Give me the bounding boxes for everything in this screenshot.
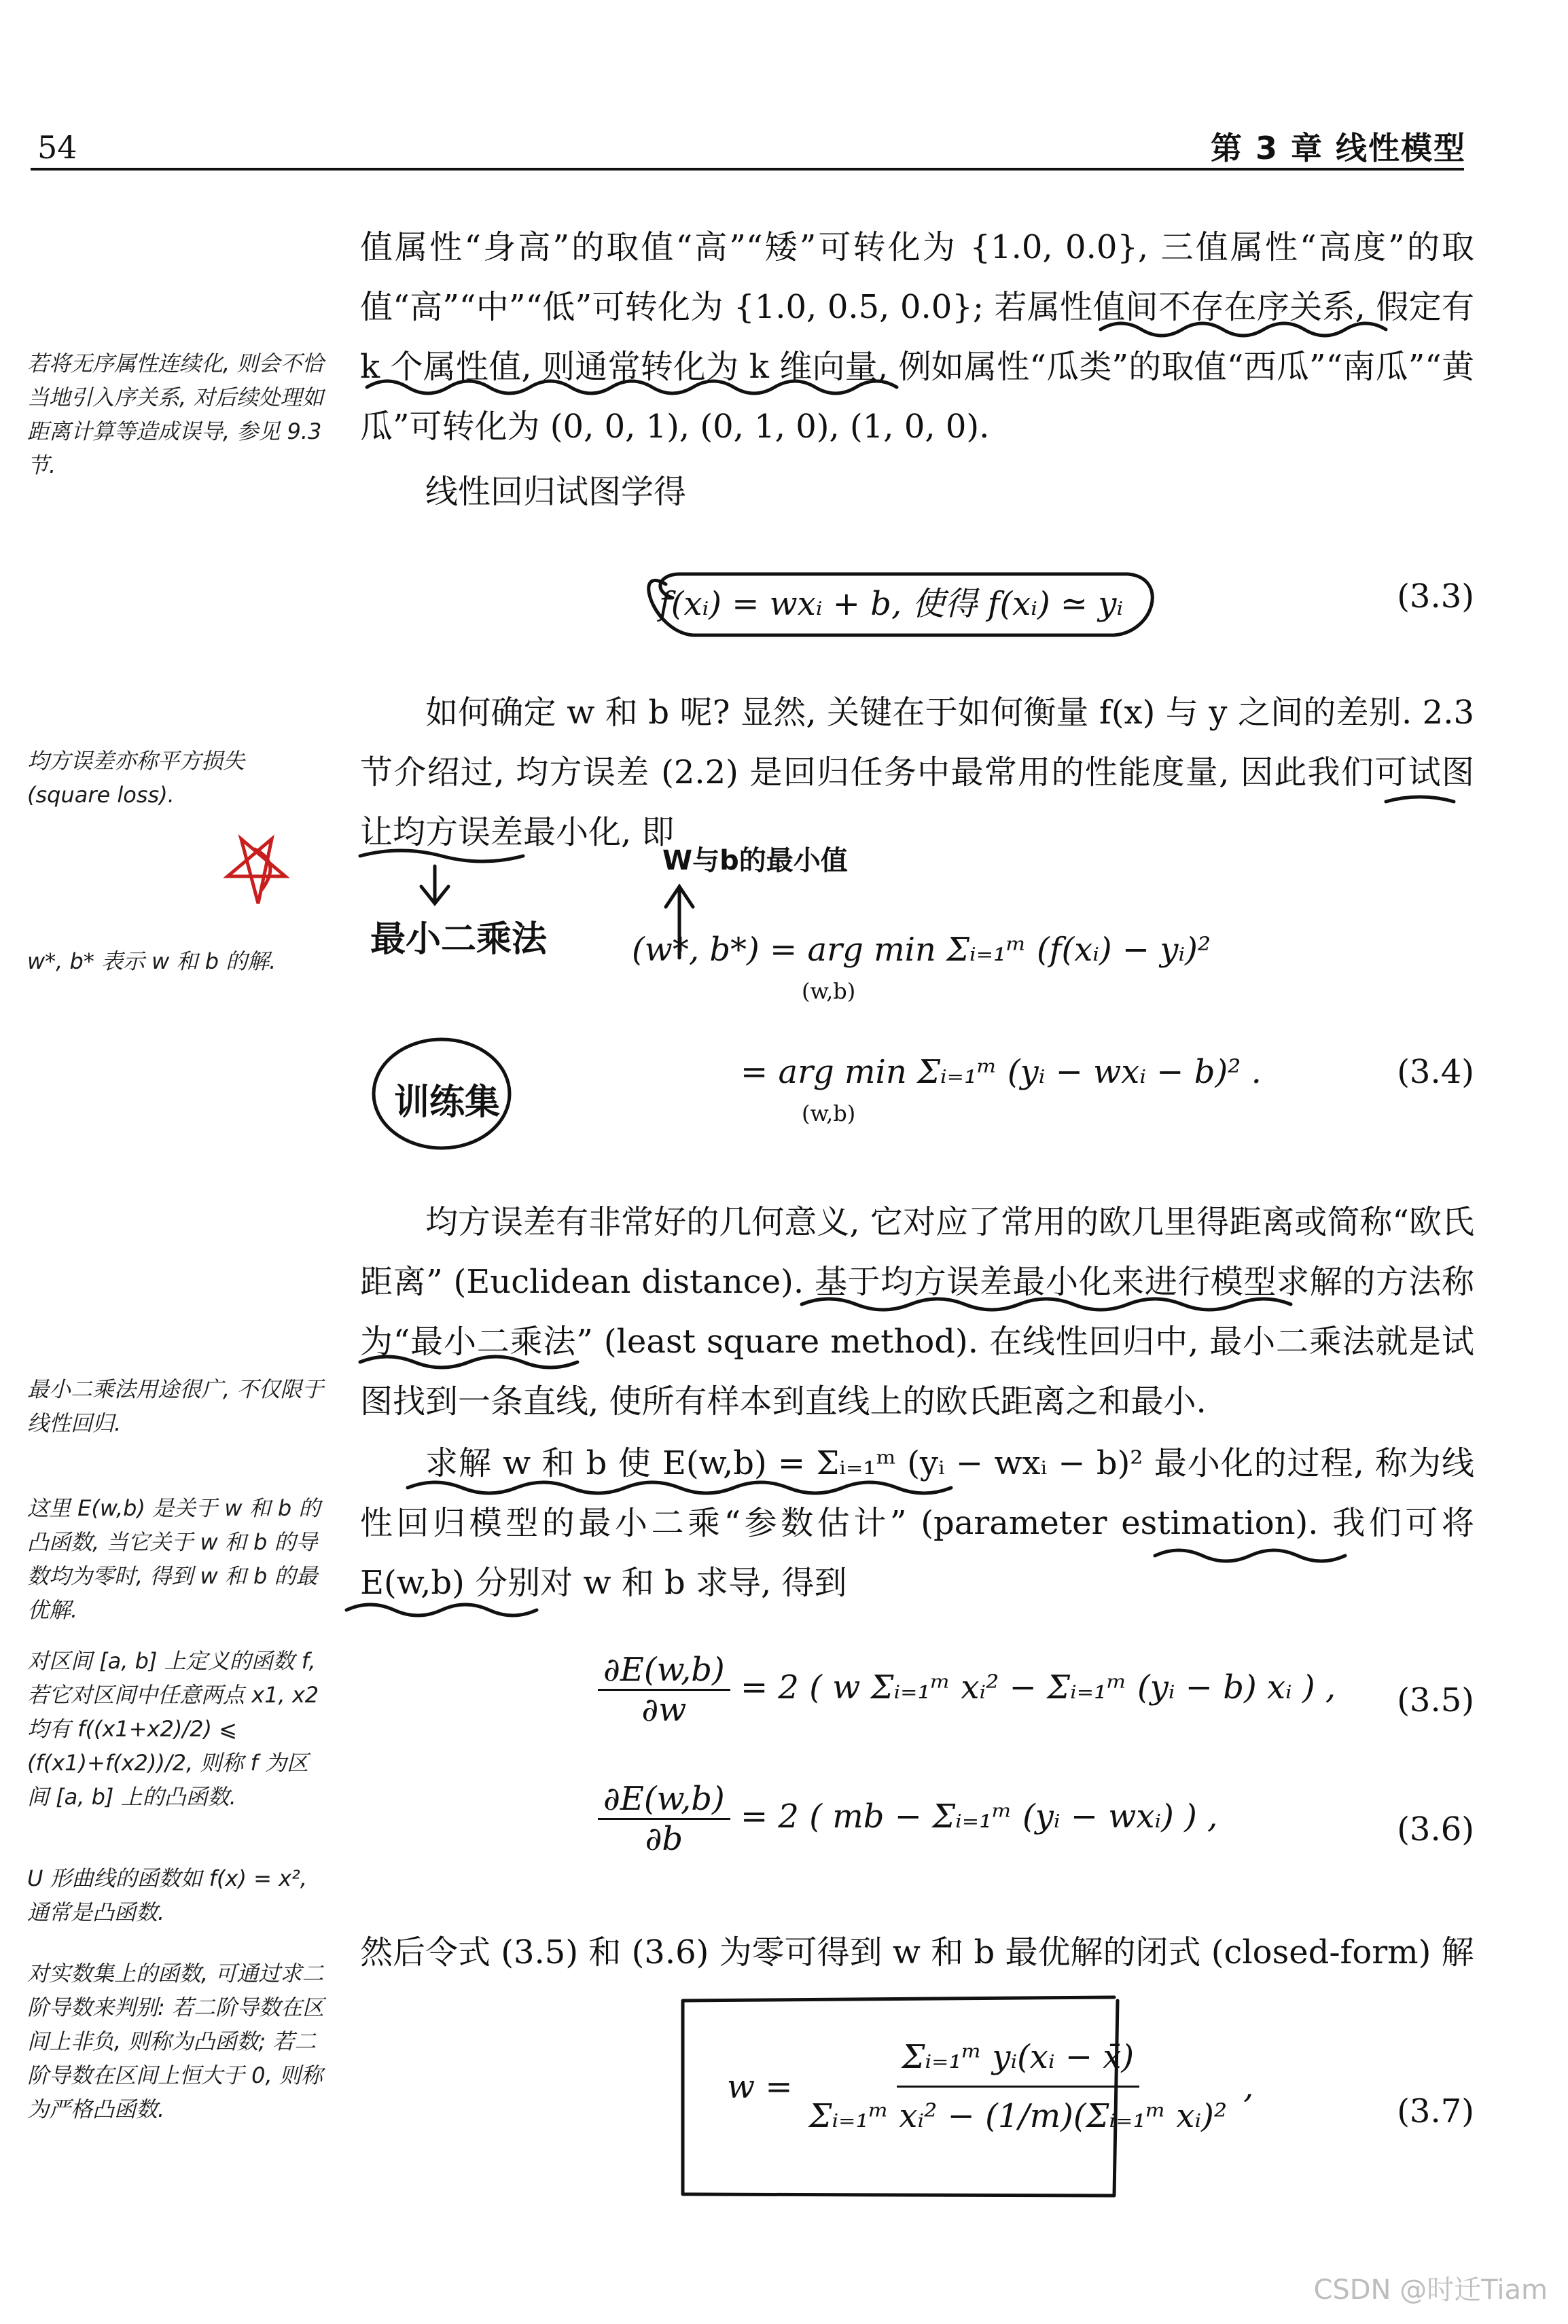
equation-3-5-lhs [598,1651,730,1729]
equation-3-7-tail: , [1243,2067,1254,2106]
star-scribble [228,839,285,904]
paragraph-parameter-estimation: 求解 w 和 b 使 E(w,b) = Σᵢ₌₁ᵐ (yᵢ − wxᵢ − b)² 最小化的过程, 称为线性回归模型的最小二乘“参数估计” (parameter estimation). 我们可将 E(w,b) 分别对 w 和 b 求导, 得到 [360,1444,1474,1602]
margin-note-square-loss: 均方误差亦称平方损失 (square loss). [27,748,245,808]
equation-3-5-lhs-den: ∂w [641,1691,687,1729]
margin-note-convex-definition: 对区间 [a, b] 上定义的函数 f, 若它对区间中任意两点 x1, x2 均有 f((x1+x2)/2) ⩽ (f(x1)+f(x2))/2, 则称 f 为区间 [a, b] 上的凸函数. [27,1648,319,1810]
equation-3-5-lhs-num: ∂E(w,b) [598,1651,730,1691]
handwritten-training-set: 训练集 [394,1082,501,1123]
equation-3-5-rhs: = 2 ( w Σᵢ₌₁ᵐ xᵢ² − Σᵢ₌₁ᵐ (yᵢ − b) xᵢ ) , [740,1668,1336,1706]
equation-3-3-body: f(xᵢ) = wxᵢ + b, 使得 f(xᵢ) ≃ yᵢ [659,585,1124,623]
equation-3-5-number: (3.5) [1397,1681,1474,1719]
chapter-title: 第 3 章 线性模型 [1210,130,1466,166]
equation-3-7-fraction [804,2038,1233,2135]
equation-3-6-lhs [598,1780,730,1858]
margin-note-u-shape: U 形曲线的函数如 f(x) = x², 通常是凸函数. [27,1865,308,1925]
equation-3-4-line1-sub: (w,b) [802,978,856,1004]
watermark: CSDN @时迁Tiam [1313,2274,1548,2306]
equation-3-7-denominator: Σᵢ₌₁ᵐ xᵢ² − (1/m)(Σᵢ₌₁ᵐ xᵢ)² [808,2097,1228,2135]
paragraph-euclidean: 均方误差有非常好的几何意义, 它对应了常用的欧几里得距离或简称“欧氏距离” (Euclidean distance). 基于均方误差最小化来进行模型求解的方法称为“最小二乘法” (least square method). 在线性回归中, 最小二乘法就是试图找到一条直线, 使所有样本到直线上的欧氏距离之和最小. [360,1203,1474,1420]
margin-note-solution: w*, b* 表示 w 和 b 的解. [27,948,277,974]
equation-3-6-number: (3.6) [1397,1810,1474,1848]
paragraph-mse: 如何确定 w 和 b 呢? 显然, 关键在于如何衡量 f(x) 与 y 之间的差别. 2.3 节介绍过, 均方误差 (2.2) 是回归任务中最常用的性能度量, 因此我们可试图让均方误差最小化, 即 [360,694,1474,851]
equation-3-6-lhs-den: ∂b [645,1820,683,1858]
equation-3-7-body [727,2038,1253,2135]
equation-3-7 [360,2011,1474,2215]
equation-3-7-numerator: Σᵢ₌₁ᵐ yᵢ(xᵢ − x̄) [897,2038,1140,2088]
equation-3-4-line2: = arg min Σᵢ₌₁ᵐ (yᵢ − wxᵢ − b)² . [741,1053,1262,1091]
equation-3-6-rhs: = 2 ( mb − Σᵢ₌₁ᵐ (yᵢ − wxᵢ) ) , [740,1798,1218,1836]
equation-3-6-body [598,1780,1217,1858]
margin-note-second-derivative: 对实数集上的函数, 可通过求二阶导数来判别: 若二阶导数在区间上非负, 则称为凸函数; 若二阶导数在区间上恒大于 0, 则称为严格凸函数. [27,1961,324,2122]
equation-3-4-number: (3.4) [1397,1053,1474,1091]
margin-note-convex: 这里 E(w,b) 是关于 w 和 b 的凸函数, 当它关于 w 和 b 的导数均为零时, 得到 w 和 b 的最优解. [27,1495,321,1623]
equation-3-3-number: (3.3) [1397,577,1474,615]
equation-3-5-body [598,1651,1336,1729]
margin-note-least-squares: 最小二乘法用途很广, 不仅限于线性回归. [27,1376,324,1436]
equation-3-3 [360,571,1474,632]
arrow-down [421,866,448,904]
paragraph-encoding: 值属性“身高”的取值“高”“矮”可转化为 {1.0, 0.0}, 三值属性“高度”的取值“高”“中”“低”可转化为 {1.0, 0.5, 0.0}; 若属性值间不存在序关系, 假定有 k 个属性值, 则通常转化为 k 维向量, 例如属性“瓜类”的取值“西瓜”“南瓜”“黄瓜”可转化为 (0, 0, 1), (0, 1, 0), (1, 0, 0). [360,228,1474,446]
equation-3-7-number: (3.7) [1397,2092,1474,2130]
equation-3-4-line1: (w*, b*) = arg min Σᵢ₌₁ᵐ (f(xᵢ) − yᵢ)² [632,931,1211,969]
margin-note-unordered-attributes: 若将无序属性连续化, 则会不恰当地引入序关系, 对后续处理如距离计算等造成误导, 参见 9.3 节. [27,351,324,478]
equation-3-4-line2-sub: (w,b) [802,1101,856,1126]
handwritten-least-squares: 最小二乘法 [370,919,548,960]
handwritten-wb-min: W与b的最小值 [662,845,848,876]
page-number: 54 [37,129,77,166]
paragraph-regression-intro: 线性回归试图学得 [425,473,687,511]
equation-3-7-lhs: w = [727,2067,793,2106]
equation-3-5 [360,1644,1474,1766]
equation-3-6-lhs-num: ∂E(w,b) [598,1780,730,1820]
paragraph-closed-form: 然后令式 (3.5) 和 (3.6) 为零可得到 w 和 b 最优解的闭式 (closed-form) 解 [360,1933,1474,1971]
equation-3-6 [360,1773,1474,1895]
header-rule [31,168,1464,171]
